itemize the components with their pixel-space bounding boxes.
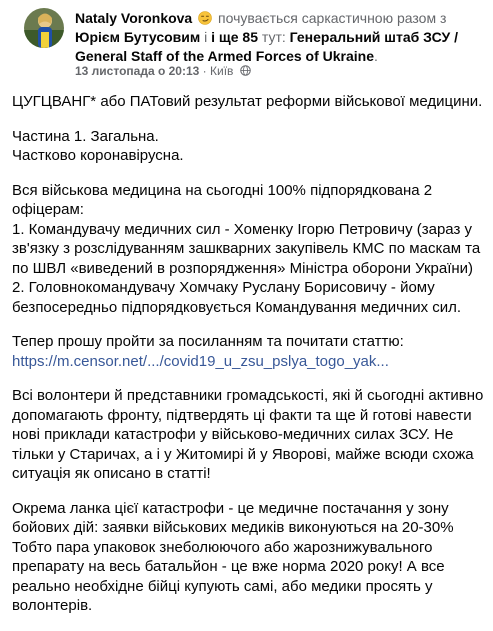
paragraph-officers: Вся військова медицина на сьогодні 100% підпорядкована 2 офіцерам: 1. Командувачу медичних сил - Хоменку Ігорю Петровичу (зараз у зв'язку з розслідуванням зашкварних закупівель КМС по маскам та по ШВЛ «виведений в розпорядження» Міністра оборони України) 2. Головнокомандувачу Хомчаку Руслану Борисовичу - йому безпосередньо підпорядковується Командування медичних сил. [12,181,481,316]
location-link[interactable]: Генеральний штаб ЗСУ / General Staff of the Armed Forces of Ukraine [75,29,458,64]
tagged-person-link[interactable]: Юрієм Бутусовим [75,29,201,45]
paragraph-volunteers: Всі волонтери й представники громадськості, які й сьогодні активно допомагають фронту, підтвердять ці факти та ще й готові навести нові приклади катастрофи у військово-медичних силах ЗСУ. Не тільки у Старичах, а і у Житомирі й у Яворові, майже всюди схожа ситуація як описано в статті! [12,387,484,482]
smirk-emoji-icon [198,11,212,25]
post-header-text: Nataly Voronkova почувається саркастичною разом з Юрієм Бутусовим і і ще 85 тут: Генеральний штаб ЗСУ / General Staff of the Armed Forces of Ukraine. [75,10,458,64]
post-header [12,0,481,80]
paragraph-article: Тепер прошу пройти за посиланням та почитати статтю: https://m.censor.net/.../covid19_u_zsu_pslya_togo_yak... [12,332,484,371]
paragraph-supply: Окрема ланка цієї катастрофи - це медичне постачання у зону бойових дій: заявки військових медиків виконуються на 20-30% Тобто пара упаковок знеболюючого або жарознижувального препарату на весь батальйон - це вже норма 2020 року! А все реально необхідне бійці купують самі, або медики просять у волонтерів. [12,499,454,614]
globe-icon[interactable] [240,65,251,76]
status-text: почувається саркастичною разом з [218,10,447,26]
post-timestamp[interactable]: 13 листопада о 20:13 [75,64,200,78]
post-body [12,92,484,631]
post-place: Київ [210,64,234,78]
author-name[interactable]: Nataly Voronkova [75,10,193,26]
author-avatar[interactable] [24,8,64,48]
paragraph-part: Частина 1. Загальна. Частково коронавірусна. [12,127,184,164]
paragraph-title: ЦУГЦВАНГ* або ПАТовий результат реформи військової медицини. [12,93,483,110]
article-link[interactable]: https://m.censor.net/.../covid19_u_zsu_pslya_togo_yak... [12,352,389,370]
location-label: тут: [261,29,286,45]
post-meta: 13 листопада о 20:13 · Київ [75,64,251,78]
tagged-others-link[interactable]: і ще 85 [211,29,258,45]
